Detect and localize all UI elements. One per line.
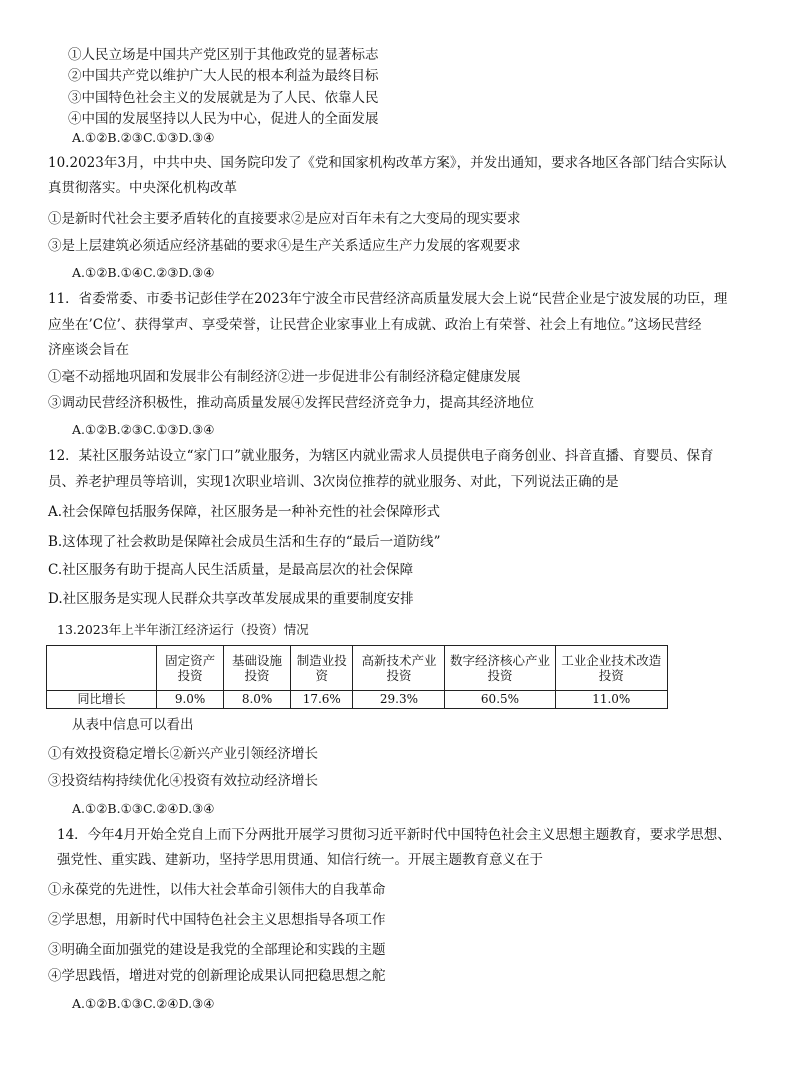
q11-answer-choices: A.①②B.②③C.①③D.③④ bbox=[72, 422, 215, 437]
investment-table bbox=[46, 645, 668, 709]
table-header-cell: 工业企业技术改造投资 bbox=[555, 646, 667, 691]
table-header-row bbox=[47, 646, 668, 691]
table-header-cell: 基础设施投资 bbox=[224, 646, 291, 691]
q14-option-3: ③明确全面加强党的建设是我党的全部理论和实践的主题 bbox=[48, 942, 386, 958]
q12-choice-a: A.社会保障包括服务保障，社区服务是一种补充性的社会保障形式 bbox=[48, 504, 441, 520]
table-cell: 60.5% bbox=[445, 691, 555, 709]
q13-stem: 13.2023年上半年浙江经济运行（投资）情况 bbox=[57, 622, 309, 637]
q9-option-1: ①人民立场是中国共产党区别于其他政党的显著标志 bbox=[68, 47, 379, 63]
q11-stem-line-2: 应坐在’C位’、获得掌声、享受荣誉，让民营企业家事业上有成就、政治上有荣誉、社会上有地位。”这场民营经 bbox=[48, 317, 702, 333]
table-row-label: 同比增长 bbox=[47, 691, 157, 709]
q12-choice-c: C.社区服务有助于提高人民生活质量，是最高层次的社会保障 bbox=[48, 562, 414, 578]
q12-stem-line-2: 员、养老护理员等培训，实现1次职业培训、3次岗位推荐的就业服务、对此，下列说法正确的是 bbox=[48, 474, 619, 490]
table-cell: 29.3% bbox=[353, 691, 445, 709]
q11-options-line-2: ③调动民营经济积极性，推动高质量发展④发挥民营经济竞争力，提高其经济地位 bbox=[48, 395, 534, 411]
q10-answer-choices: A.①②B.①④C.②③D.③④ bbox=[72, 265, 215, 280]
table-header-cell: 高新技术产业投资 bbox=[353, 646, 445, 691]
q13-after-table: 从表中信息可以看出 bbox=[72, 717, 194, 733]
q10-stem-line-1: 10.2023年3月，中共中央、国务院印发了《党和国家机构改革方案》，并发出通知，要求各地区各部门结合实际认 bbox=[48, 155, 727, 171]
q10-options-line-1: ①是新时代社会主要矛盾转化的直接要求②是应对百年未有之大变局的现实要求 bbox=[48, 211, 521, 227]
q12-stem-line-1: 12．某社区服务站设立“家门口”就业服务，为辖区内就业需求人员提供电子商务创业、抖音直播、育婴员、保育 bbox=[48, 448, 714, 464]
table-cell: 9.0% bbox=[157, 691, 224, 709]
table-header-cell: 固定资产投资 bbox=[157, 646, 224, 691]
q14-option-1: ①永葆党的先进性，以伟大社会革命引领伟大的自我革命 bbox=[48, 882, 386, 898]
q14-option-2: ②学思想，用新时代中国特色社会主义思想指导各项工作 bbox=[48, 912, 386, 928]
table-header-cell: 制造业投资 bbox=[291, 646, 353, 691]
q10-options-line-2: ③是上层建筑必须适应经济基础的要求④是生产关系适应生产力发展的客观要求 bbox=[48, 238, 521, 254]
q12-choice-d: D.社区服务是实现人民群众共享改革发展成果的重要制度安排 bbox=[48, 591, 414, 607]
q14-stem-line-1: 14．今年4月开始全党自上而下分两批开展学习贯彻习近平新时代中国特色社会主义思想主题教育，要求学思想、 bbox=[57, 827, 731, 843]
table-header-cell bbox=[47, 646, 157, 691]
q12-choice-b: B.这体现了社会救助是保障社会成员生活和生存的“最后一道防线” bbox=[48, 534, 441, 550]
q10-stem-line-2: 真贯彻落实。中央深化机构改革 bbox=[48, 180, 237, 196]
q14-answer-choices: A.①②B.①③C.②④D.③④ bbox=[72, 996, 215, 1011]
q9-option-2: ②中国共产党以维护广大人民的根本利益为最终目标 bbox=[68, 68, 379, 84]
q9-option-3: ③中国特色社会主义的发展就是为了人民、依靠人民 bbox=[68, 90, 379, 106]
q11-stem-line-3: 济座谈会旨在 bbox=[48, 342, 129, 358]
q13-answer-choices: A.①②B.①③C.②④D.③④ bbox=[72, 801, 215, 816]
q9-answer-choices: A.①②B.②③C.①③D.③④ bbox=[72, 130, 215, 145]
table-cell: 11.0% bbox=[555, 691, 667, 709]
table-row bbox=[47, 691, 668, 709]
q13-options-line-2: ③投资结构持续优化④投资有效拉动经济增长 bbox=[48, 773, 318, 789]
table-cell: 17.6% bbox=[291, 691, 353, 709]
q11-stem-line-1: 11．省委常委、市委书记彭佳学在2023年宁波全市民营经济高质量发展大会上说“民营企业是宁波发展的功臣，理 bbox=[48, 291, 728, 307]
q14-option-4: ④学思践悟，增进对党的创新理论成果认同把稳思想之舵 bbox=[48, 968, 386, 984]
q11-options-line-1: ①毫不动摇地巩固和发展非公有制经济②进一步促进非公有制经济稳定健康发展 bbox=[48, 369, 521, 385]
table-cell: 8.0% bbox=[224, 691, 291, 709]
table-header-cell: 数字经济核心产业投资 bbox=[445, 646, 555, 691]
q14-stem-line-2: 强党性、重实践、建新功，坚持学思用贯通、知信行统一。开展主题教育意义在于 bbox=[57, 852, 543, 868]
q13-options-line-1: ①有效投资稳定增长②新兴产业引领经济增长 bbox=[48, 746, 318, 762]
q9-option-4: ④中国的发展坚持以人民为中心，促进人的全面发展 bbox=[68, 111, 379, 127]
